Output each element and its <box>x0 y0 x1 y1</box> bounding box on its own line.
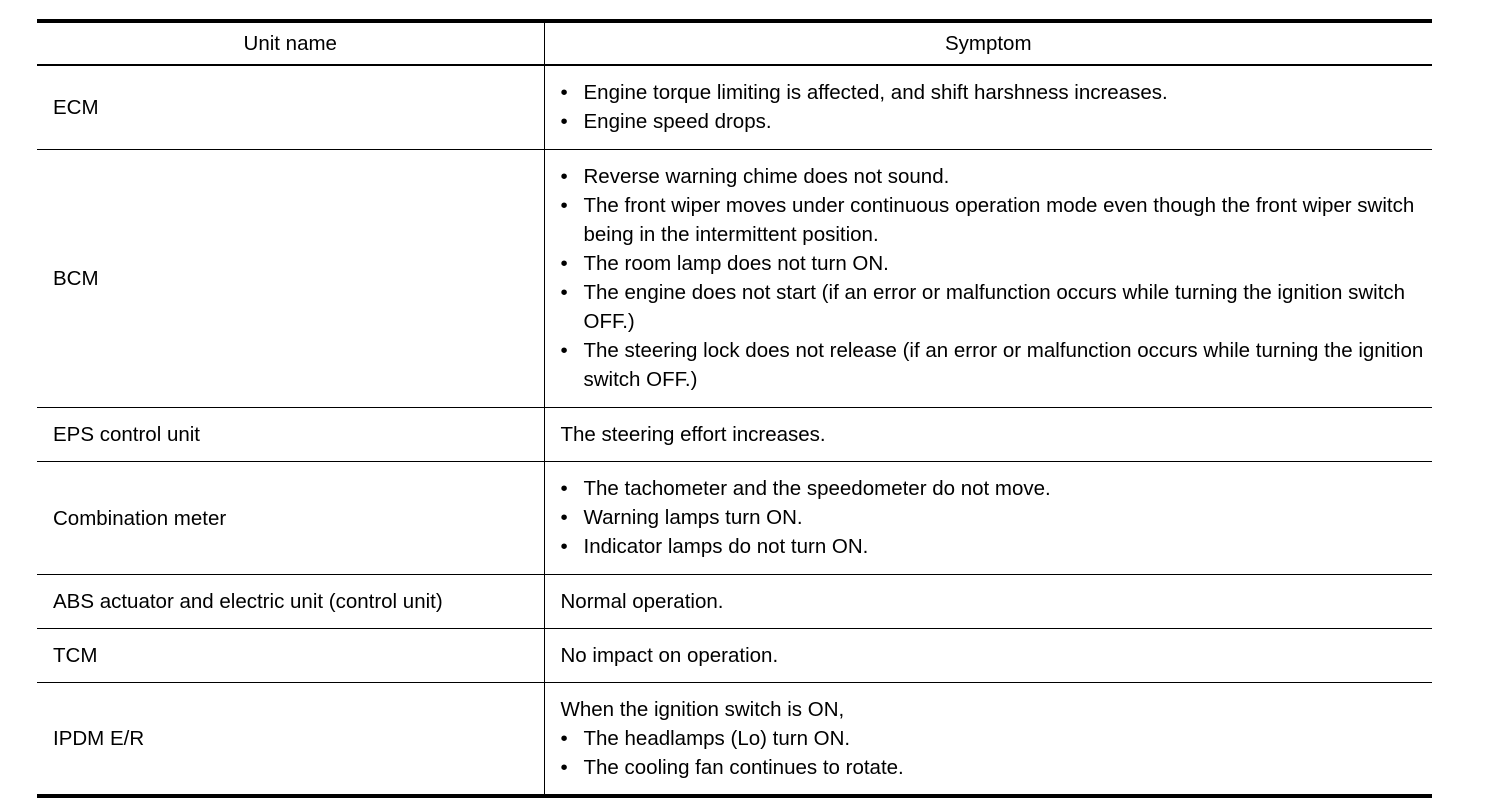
symptom-item: • Warning lamps turn ON. <box>561 503 1425 532</box>
symptom-item: • Engine speed drops. <box>561 107 1425 136</box>
symptom-list <box>561 474 1425 561</box>
table-row <box>37 683 1432 797</box>
symptom-text: The steering effort increases. <box>560 422 826 446</box>
unit-name-cell: EPS control unit <box>37 408 544 462</box>
symptom-cell <box>544 462 1432 575</box>
symptom-text: No impact on operation. <box>560 643 779 667</box>
symptom-item: • The room lamp does not turn ON. <box>561 249 1425 278</box>
symptom-table <box>37 19 1432 798</box>
symptom-cell <box>544 408 1432 462</box>
symptom-list <box>561 162 1425 394</box>
header-symptom: Symptom <box>544 21 1432 65</box>
symptom-item: • The engine does not start (if an error or malfunction occurs while turning the ignition switch OFF.) <box>561 278 1425 336</box>
symptom-text: Normal operation. <box>560 589 724 613</box>
symptom-cell <box>544 629 1432 683</box>
unit-name-cell: Combination meter <box>37 462 544 575</box>
table-row <box>37 575 1432 629</box>
symptom-item: • Reverse warning chime does not sound. <box>561 162 1425 191</box>
symptom-cell <box>544 65 1432 150</box>
symptom-intro-text: When the ignition switch is ON, <box>560 697 845 721</box>
table-row <box>37 65 1432 150</box>
unit-name-cell: BCM <box>37 150 544 408</box>
symptom-list <box>561 78 1425 136</box>
unit-name-cell: TCM <box>37 629 544 683</box>
unit-name-cell: ECM <box>37 65 544 150</box>
symptom-cell <box>544 575 1432 629</box>
symptom-item: • Indicator lamps do not turn ON. <box>561 532 1425 561</box>
symptom-item: • The steering lock does not release (if an error or malfunction occurs while turning the ignition switch OFF.) <box>561 336 1425 394</box>
table-header-row <box>37 21 1432 65</box>
unit-name-cell: ABS actuator and electric unit (control unit) <box>37 575 544 629</box>
symptom-item: • The tachometer and the speedometer do not move. <box>561 474 1425 503</box>
table-row <box>37 462 1432 575</box>
header-unit-name: Unit name <box>37 21 544 65</box>
table-row <box>37 408 1432 462</box>
table-row <box>37 629 1432 683</box>
symptom-cell <box>544 683 1432 797</box>
unit-name-cell: IPDM E/R <box>37 683 544 797</box>
symptom-cell <box>544 150 1432 408</box>
symptom-item: • The front wiper moves under continuous operation mode even though the front wiper switch being in the intermittent position. <box>561 191 1425 249</box>
symptom-table-container <box>37 19 1432 798</box>
symptom-item: • Engine torque limiting is affected, and shift harshness increases. <box>561 78 1425 107</box>
symptom-item: • The cooling fan continues to rotate. <box>561 753 1425 782</box>
symptom-item: • The headlamps (Lo) turn ON. <box>561 724 1425 753</box>
symptom-list <box>561 724 1425 782</box>
table-row <box>37 150 1432 408</box>
